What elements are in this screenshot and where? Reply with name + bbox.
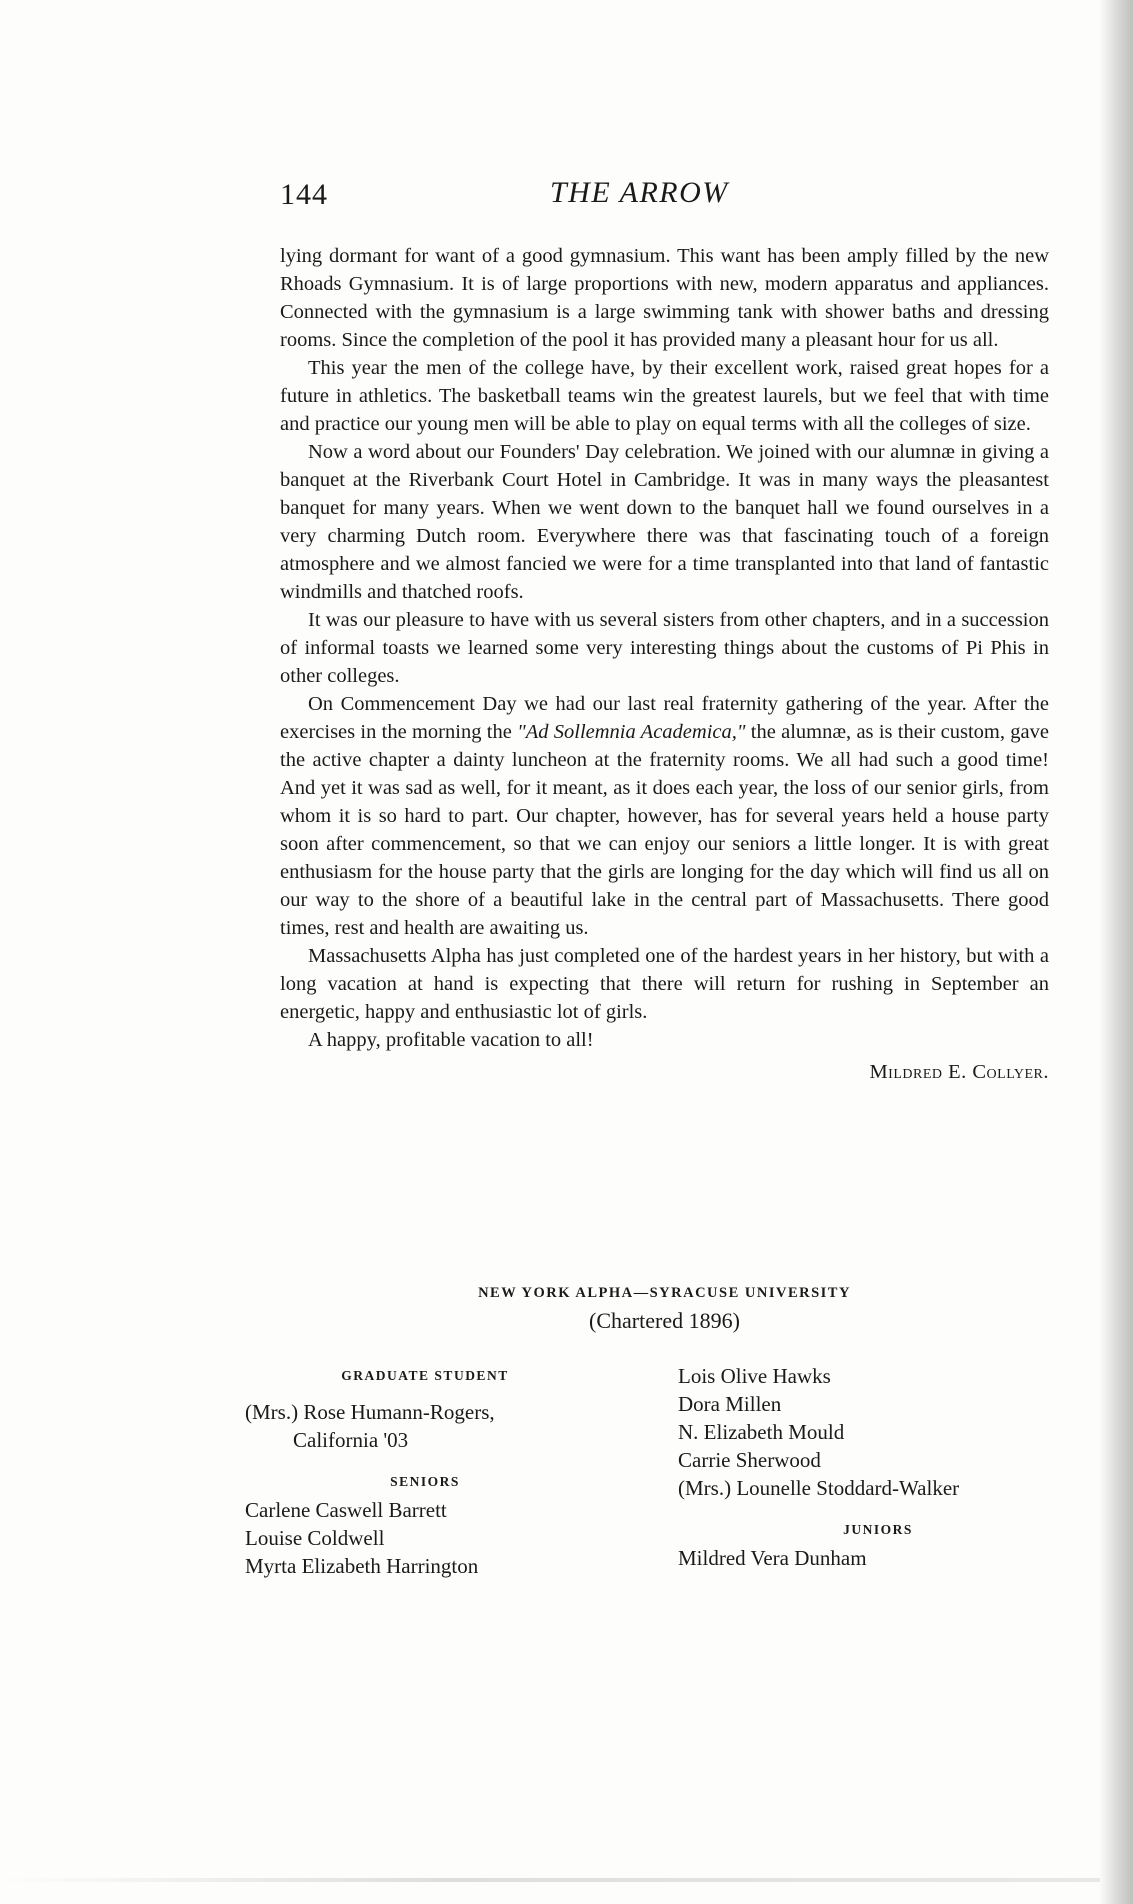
chapter-heading — [280, 1282, 1049, 1336]
page-header — [280, 178, 1050, 222]
paragraph: A happy, profitable vacation to all! — [308, 1029, 594, 1051]
paragraph: lying dormant for want of a good gymnasium. This want has been amply filled by the new Rhoads Gymnasium. It is of large proportions with new, modern apparatus and appliances. Connected with the gymnasium is a large swimming tank with shower baths and dressing rooms. Since the completion of the pool it has provided many a pleasant hour for us all. — [280, 245, 1049, 351]
member-name: (Mrs.) Lounelle Stoddard-Walker — [678, 1476, 960, 1500]
chapter-name: NEW YORK ALPHA—SYRACUSE UNIVERSITY — [478, 1285, 851, 1301]
member-name: Myrta Elizabeth Harrington — [245, 1554, 479, 1578]
author-signature: Mildred E. Collyer. — [869, 1061, 1049, 1083]
chapter-chartered: (Chartered 1896) — [589, 1308, 740, 1333]
page-number: 144 — [280, 178, 328, 211]
article-body — [280, 242, 1049, 1086]
group-label-seniors: SENIORS — [390, 1474, 460, 1489]
paragraph: This year the men of the college have, by their excellent work, raised great hopes for a future in athletics. The basketball teams win the greatest laurels, but we feel that with time and practice our young men will be able to play on equal terms with all the colleges of size. — [280, 357, 1049, 435]
member-name: Carlene Caswell Barrett — [245, 1498, 447, 1522]
text-run: the alumnæ, as is their custom, gave the active chapter a dainty luncheon at the fraternity rooms. We all had such a good time! And yet it was sad as well, for it meant, as it does each year, the loss of our senior girls, from whom it is so hard to part. Our chapter, however, has for several years held a house party soon after commencement, so that we can enjoy our seniors a little longer. It is with great enthusiasm for the house party that the girls are longing for the day which will find us all on our way to the shore of a beautiful lake in the central part of Massachusetts. There good times, rest and health are awaiting us. — [280, 721, 1049, 939]
paragraph: Massachusetts Alpha has just completed one of the hardest years in her history, but with a long vacation at hand is expecting that there will return for rushing in September an energetic, happy and enthusiastic lot of girls. — [280, 945, 1049, 1023]
member-name: Carrie Sherwood — [678, 1448, 821, 1472]
member-detail: California '03 — [293, 1428, 409, 1452]
latin-phrase: "Ad Sollemnia Academica," — [517, 721, 746, 743]
member-name: Mildred Vera Dunham — [678, 1546, 867, 1570]
running-title: THE ARROW — [550, 176, 729, 209]
page-bottom-edge — [0, 1878, 1100, 1882]
member-name: Louise Coldwell — [245, 1526, 385, 1550]
paragraph: It was our pleasure to have with us several sisters from other chapters, and in a succession of informal toasts we learned some very interesting things about the customs of Pi Phis in other colleges. — [280, 609, 1049, 687]
paragraph: Now a word about our Founders' Day celebration. We joined with our alumnæ in giving a banquet at the Riverbank Court Hotel in Cambridge. It was in many ways the pleasantest banquet for many years. When we went down to the banquet hall we found ourselves in a very charming Dutch room. Everywhere there was that fascinating touch of a foreign atmosphere and we almost fancied we were for a time transplanted into that land of fantastic windmills and thatched roofs. — [280, 441, 1049, 603]
text-run: On Commencement Day we had our last real fraternity gathering of the year. After the exercises in the morning the — [280, 693, 1049, 743]
member-name: Dora Millen — [678, 1392, 782, 1416]
group-label-graduate: GRADUATE STUDENT — [341, 1368, 509, 1383]
paragraph-commencement — [280, 690, 1049, 942]
page-edge-shadow — [1099, 0, 1133, 1904]
member-name: Lois Olive Hawks — [678, 1364, 831, 1388]
member-name: (Mrs.) Rose Humann-Rogers, — [245, 1400, 495, 1424]
member-name: N. Elizabeth Mould — [678, 1420, 845, 1444]
group-label-juniors: JUNIORS — [843, 1522, 913, 1537]
roll-column-right — [678, 1362, 1078, 1572]
roll-column-left — [245, 1362, 605, 1580]
